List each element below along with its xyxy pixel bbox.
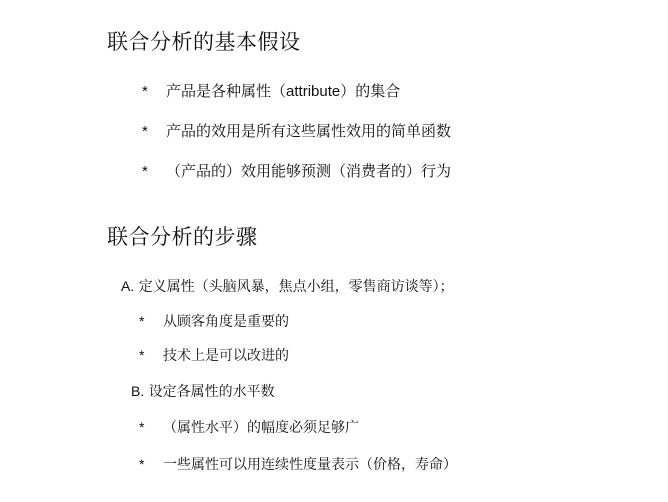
step-b-item-2 <box>139 457 457 472</box>
assumption-item-2 <box>142 124 451 139</box>
step-a-item-1 <box>139 314 289 329</box>
assumption-item-3 <box>142 164 451 179</box>
step-b <box>131 384 275 399</box>
assumption-text-post: ）的集合 <box>340 82 401 100</box>
bullet-marker: * <box>142 123 148 140</box>
step-a-item-2 <box>139 348 289 363</box>
bullet-marker: * <box>139 456 145 472</box>
bullet-marker: * <box>139 347 145 363</box>
bullet-marker: * <box>139 419 145 435</box>
step-item-text: 一些属性可以用连续性度量表示（价格，寿命） <box>163 457 457 473</box>
step-letter: A. <box>121 278 135 294</box>
assumption-text: （产品的）效用能够预测（消费者的）行为 <box>166 162 452 180</box>
step-item-text: 技术上是可以改进的 <box>163 348 289 364</box>
step-b-item-1 <box>139 420 359 435</box>
step-text: 设定各属性的水平数 <box>148 384 275 400</box>
section-title-assumptions: 联合分析的基本假设 <box>107 30 301 54</box>
bullet-marker: * <box>139 313 145 329</box>
step-item-text: （属性水平）的幅度必须足够广 <box>163 420 359 436</box>
assumption-item-1 <box>142 84 400 99</box>
step-item-text: 从顾客角度是重要的 <box>163 314 289 330</box>
step-text: 定义属性（头脑风暴，焦点小组，零售商访谈等）； <box>138 279 454 295</box>
bullet-marker: * <box>142 163 148 180</box>
assumption-text-latin: attribute <box>286 83 341 100</box>
step-a <box>121 279 454 294</box>
bullet-marker: * <box>142 83 148 100</box>
section-title-steps: 联合分析的步骤 <box>107 225 258 249</box>
step-letter: B. <box>131 383 145 399</box>
assumption-text: 产品的效用是所有这些属性效用的简单函数 <box>166 122 452 140</box>
assumption-text-pre: 产品是各种属性（ <box>166 82 287 100</box>
